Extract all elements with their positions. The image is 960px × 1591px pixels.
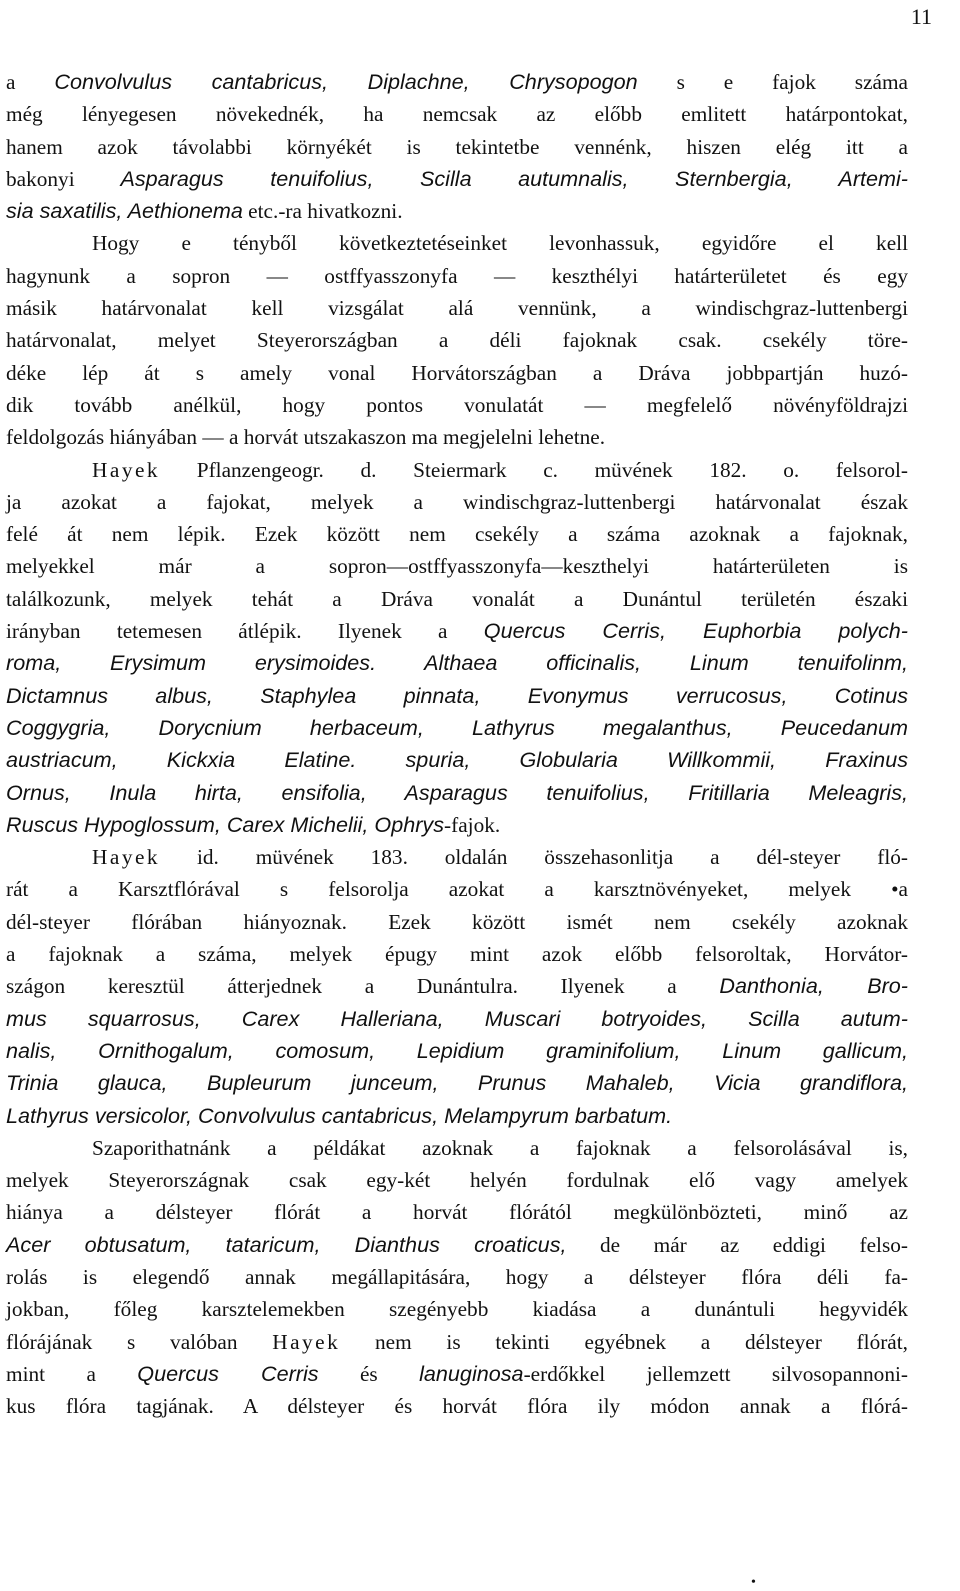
text-line (6, 1067, 908, 1099)
text-segment: hanem azok távolabbi környékét is tekintetbe vennénk, hiszen elég itt a (6, 134, 908, 159)
text-line (6, 841, 908, 873)
text-segment: -erdőkkel jellemzett silvosopannoni- (523, 1361, 908, 1386)
text-segment: Szaporithatnánk a példákat azoknak a fajoknak a felsorolásával is, (92, 1135, 908, 1160)
text-segment: és (318, 1361, 420, 1386)
text-line (6, 583, 908, 615)
text-line (6, 615, 908, 647)
text-line (6, 357, 908, 389)
species-name: Convolvulus cantabricus, Diplachne, Chrysopogon (54, 69, 638, 94)
species-name: Quercus Cerris, Euphorbia polych- (483, 618, 908, 644)
text-segment: a (6, 70, 55, 94)
text-segment: jokban, főleg karsztelemekben szegényebb kiadása a dunántuli hegyvidék (6, 1297, 908, 1322)
text-segment: Pflanzengeogr. d. Steiermark c. müvének 182. o. felsorol- (160, 457, 908, 482)
author-name: Hayek (272, 1329, 341, 1354)
text-segment: dik tovább anélkül, hogy pontos vonulatát — megfelelő növényföldrajzi (6, 392, 908, 417)
species-name: nalis, Ornithogalum, comosum, Lepidium graminifolium, Linum gallicum, (6, 1037, 908, 1063)
text-line (6, 1261, 908, 1293)
text-segment: melyekkel már a sopron—ostffyasszonyfa—keszthelyi határterületen is (6, 554, 908, 579)
text-segment: szágon keresztül átterjednek a Dunántulra. Ilyenek a (6, 974, 720, 999)
body-text (6, 66, 908, 1422)
text-segment: Hogy e tényből következtetéseinket levonhassuk, egyidőre el kell (92, 231, 908, 256)
text-segment: déke lép át s amely vonal Horvátországban a Dráva jobbpartján huzó- (6, 360, 908, 385)
text-segment: flórájának s valóban (6, 1329, 273, 1354)
text-segment: feldolgozás hiányában — a horvát utszakaszon ma megjelelni lehetne. (6, 425, 606, 450)
text-line (6, 1100, 908, 1132)
text-line (6, 550, 908, 582)
text-segment: kus flóra tagjának. A délsteyer és horvát flóra ily módon annak a flórá- (6, 1394, 908, 1419)
species-name: lanuginosa (419, 1360, 524, 1386)
text-line (6, 873, 908, 905)
text-segment: bakonyi (6, 166, 121, 191)
text-line (6, 292, 908, 324)
text-line (6, 486, 908, 518)
text-line (6, 809, 908, 841)
species-name: Ornus, Inula hirta, ensifolia, Asparagus tenuifolius, Fritillaria Meleagris, (6, 779, 908, 805)
text-segment: rolás is elegendő annak megállapitására, hogy a délsteyer flóra déli fa- (6, 1264, 908, 1289)
text-line (6, 647, 908, 679)
text-line (6, 1293, 908, 1325)
text-line (6, 712, 908, 744)
text-segment: s e fajok száma (637, 70, 908, 94)
text-segment: határvonalat, melyet Steyerországban a déli fajoknak csak. csekély töre- (6, 328, 908, 353)
text-line (6, 227, 908, 259)
text-segment: etc.-ra hivatkozni. (242, 199, 403, 224)
species-name: mus squarrosus, Carex Halleriana, Muscari botryoides, Scilla autum- (6, 1005, 908, 1031)
text-segment: -fajok. (444, 812, 501, 837)
text-line (6, 98, 908, 130)
text-line (6, 66, 908, 98)
text-segment: hagynunk a sopron — ostffyasszonyfa — keszthélyi határterületet és egy (6, 263, 908, 288)
text-line (6, 163, 908, 195)
species-name: Lathyrus versicolor, Convolvulus cantabricus, Melampyrum barbatum. (6, 1102, 673, 1128)
text-segment: találkozunk, melyek tehát a Dráva vonalát a Dunántul területén északi (6, 586, 908, 611)
species-name: Trinia glauca, Bupleurum junceum, Prunus Mahaleb, Vicia grandiflora, (6, 1070, 908, 1096)
text-segment: dél-steyer flórában hiányoznak. Ezek között ismét nem csekély azoknak (6, 909, 908, 934)
text-segment: mint a (6, 1361, 138, 1386)
text-segment: ja azokat a fajokat, melyek a windischgraz-luttenbergi határvonalat észak (6, 489, 908, 514)
text-line (6, 1164, 908, 1196)
text-line (6, 260, 908, 292)
text-line (6, 1003, 908, 1035)
text-line (6, 1358, 908, 1390)
text-line (6, 970, 908, 1002)
footer-mark: • (751, 1575, 756, 1590)
text-segment: még lényegesen növekednék, ha nemcsak az előbb emlitett határpontokat, (6, 102, 908, 127)
text-line (6, 389, 908, 421)
text-segment: nem is tekinti egyébnek a délsteyer flórát, (340, 1329, 908, 1354)
species-name: Coggygria, Dorycnium herbaceum, Lathyrus megalanthus, Peucedanum (6, 714, 908, 740)
species-name: Dictamnus albus, Staphylea pinnata, Evonymus verrucosus, Cotinus (6, 682, 908, 708)
text-line (6, 1132, 908, 1164)
species-name: roma, Erysimum erysimoides. Althaea officinalis, Linum tenuifolinm, (6, 650, 908, 676)
text-segment: id. müvének 183. oldalán összehasonlitja a dél-steyer fló- (160, 845, 908, 870)
species-name: Acer obtusatum, tataricum, Dianthus croaticus, (6, 1231, 567, 1257)
author-name: Hayek (92, 457, 161, 482)
text-line (6, 906, 908, 938)
text-line (6, 777, 908, 809)
text-line (6, 744, 908, 776)
text-segment: a fajoknak a száma, melyek épugy mint azok előbb felsoroltak, Horvátor- (6, 942, 908, 967)
species-name: Quercus Cerris (137, 1360, 319, 1386)
text-segment: melyek Steyerországnak csak egy-két helyén fordulnak elő vagy amelyek (6, 1168, 908, 1193)
text-line (6, 131, 908, 163)
species-name: Asparagus tenuifolius, Scilla autumnalis, Sternbergia, Artemi- (120, 165, 908, 191)
text-line (6, 680, 908, 712)
text-segment: de már az eddigi felso- (566, 1232, 908, 1257)
text-line (6, 1196, 908, 1228)
species-name: austriacum, Kickxia Elatine. spuria, Globularia Willkommii, Fraxinus (6, 747, 908, 773)
text-line (6, 1035, 908, 1067)
text-segment: rát a Karsztflórával s felsorolja azokat a karsztnövényeket, melyek •a (6, 877, 908, 902)
text-line (6, 1229, 908, 1261)
author-name: Hayek (92, 845, 161, 870)
species-name: Danthonia, Bro- (719, 973, 908, 999)
text-line (6, 195, 908, 227)
text-segment: irányban tetemesen átlépik. Ilyenek a (6, 619, 484, 644)
page-number: 11 (910, 4, 932, 29)
text-line (6, 518, 908, 550)
text-line (6, 421, 908, 453)
text-segment: felé át nem lépik. Ezek között nem csekély a száma azoknak a fajoknak, (6, 522, 908, 547)
species-name: Ruscus Hypoglossum, Carex Michelii, Ophrys (6, 811, 445, 837)
text-line (6, 454, 908, 486)
text-line (6, 1390, 908, 1422)
text-line (6, 324, 908, 356)
species-name: sia saxatilis, Aethionema (6, 198, 243, 224)
text-line (6, 1326, 908, 1358)
text-segment: másik határvonalat kell vizsgálat alá vennünk, a windischgraz-luttenbergi (6, 296, 908, 321)
text-line (6, 938, 908, 970)
text-segment: hiánya a délsteyer flórát a horvát flórától megkülönbözteti, minő az (6, 1200, 908, 1225)
